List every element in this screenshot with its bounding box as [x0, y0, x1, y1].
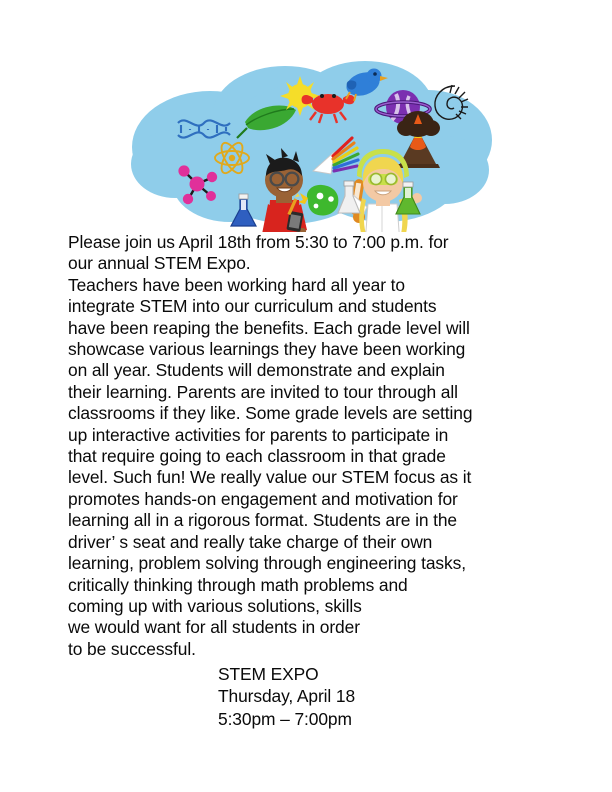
- body-line-4: have been reaping the benefits. Each grade level will: [68, 317, 470, 338]
- body-line-14: driver’ s seat and really take charge of their own: [68, 531, 433, 552]
- event-details-block: [218, 663, 548, 730]
- body-line-15: learning, problem solving through engineering tasks,: [68, 553, 466, 574]
- sun-icon: [280, 76, 320, 116]
- body-line-11: level. Such fun! We really value our STEM focus as it: [68, 467, 472, 488]
- body-line-5: showcase various learnings they have been working: [68, 339, 466, 360]
- body-line-17: coming up with various solutions, skills: [68, 595, 362, 616]
- body-line-2: Teachers have been working hard all year to: [68, 274, 405, 295]
- closing-line-1: Thursday, April 18: [218, 686, 356, 707]
- body-line-18: we would want for all students in order: [68, 617, 360, 638]
- body-line-3: integrate STEM into our curriculum and students: [68, 296, 437, 317]
- body-line-19: to be successful.: [68, 638, 196, 659]
- closing-line-0: STEM EXPO: [218, 664, 319, 684]
- body-line-16: critically thinking through math problems and: [68, 574, 408, 595]
- body-line-0: Please join us April 18th from 5:30 to 7:00 p.m. for: [68, 232, 449, 252]
- body-line-8: classrooms if they like. Some grade levels are setting: [68, 403, 473, 424]
- body-line-6: on all year. Students will demonstrate and explain: [68, 360, 445, 381]
- body-line-9: up interactive activities for parents to participate in: [68, 424, 449, 445]
- flyer-body-text: [68, 232, 538, 660]
- body-line-10: that require going to each classroom in that grade: [68, 446, 446, 467]
- body-line-7: their learning. Parents are invited to tour through all: [68, 381, 458, 402]
- body-line-1: our annual STEM Expo.: [68, 253, 251, 274]
- body-line-12: promotes hands-on engagement and motivation for: [68, 488, 458, 509]
- closing-line-2: 5:30pm – 7:00pm: [218, 708, 352, 729]
- body-line-13: learning all in a rigorous format. Students are in the: [68, 510, 458, 531]
- stem-illustration: [0, 52, 612, 232]
